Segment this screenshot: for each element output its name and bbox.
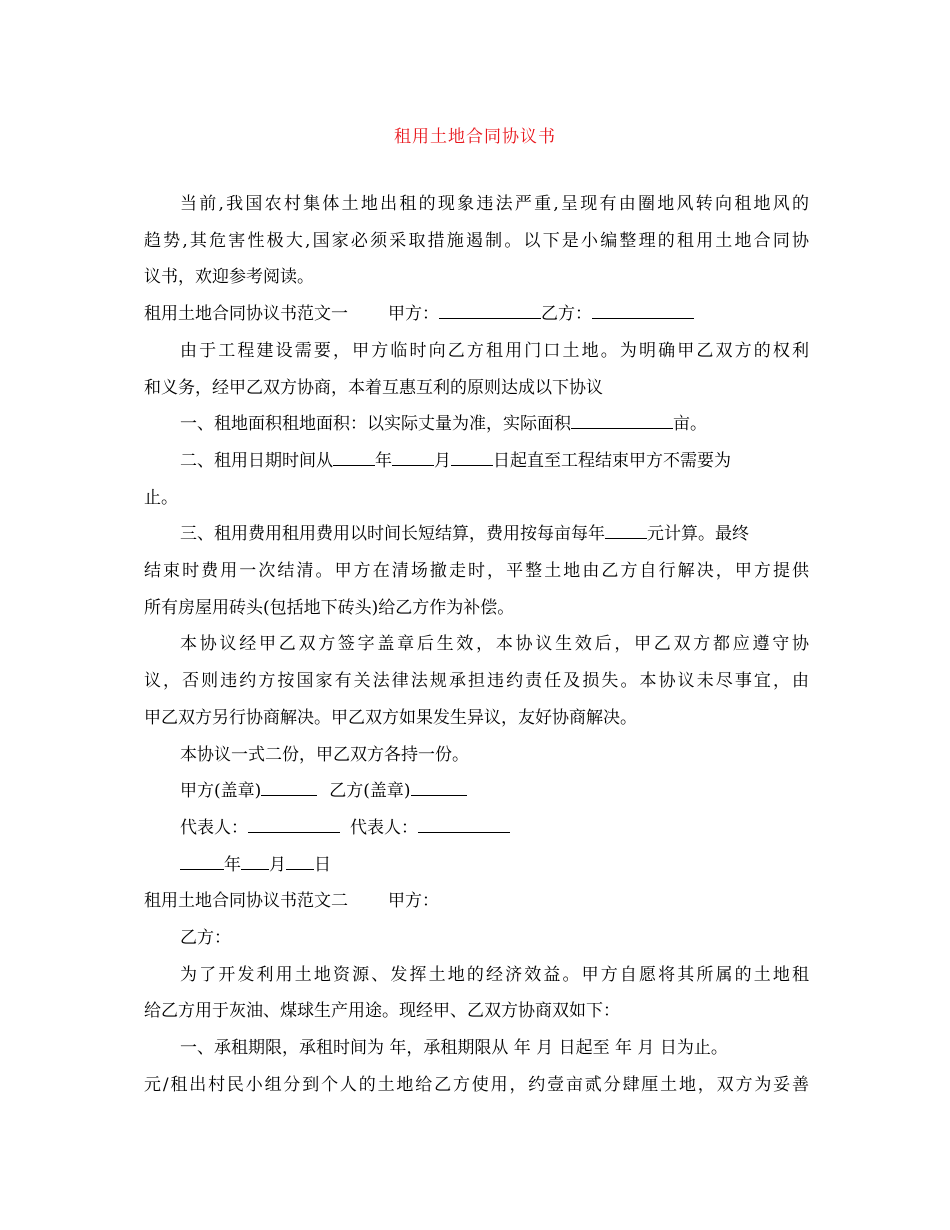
- item-1-text: 一、租地面积租地面积：以实际丈量为准，实际面积: [180, 414, 571, 435]
- item-2-year: 年: [375, 450, 392, 471]
- blank-line: [248, 831, 340, 833]
- blank-line: [451, 464, 493, 466]
- sample1-p2-line-2: 议，否则违约方按国家有关法律法规承担违约责任及损失。本协议未尽事宜，由: [144, 671, 809, 692]
- item-2-month: 月: [434, 450, 451, 471]
- sample1-item-3: [144, 516, 809, 553]
- date-year: 年: [224, 854, 241, 875]
- intro-line-3: 议书，欢迎参考阅读。: [144, 267, 314, 288]
- sample2-p1-line-1: 为了开发利用土地资源、发挥土地的经济效益。甲方自愿将其所属的土地租: [180, 964, 809, 985]
- sample2-party-b: 乙方：: [180, 928, 231, 949]
- sample2-heading: 租用土地合同协议书范文二: [144, 891, 348, 912]
- sample1-seal-line: [144, 773, 809, 810]
- date-day: 日: [314, 854, 331, 875]
- blank-line: [605, 537, 647, 539]
- item-2-text-end: 日起直至工程结束甲方不需要为: [493, 450, 731, 471]
- item-3-text: 三、租用费用租用费用以时间长短结算，费用按每亩每年: [180, 524, 605, 545]
- seal-party-a: 甲方(盖章): [180, 781, 262, 802]
- sample1-heading-line: [144, 296, 809, 333]
- date-month: 月: [269, 854, 286, 875]
- blank-line: [571, 427, 673, 429]
- item-2-text: 二、租用日期时间从: [180, 450, 333, 471]
- document-body: [144, 186, 809, 1104]
- item-3-text-end: 元计算。最终: [647, 524, 749, 545]
- blank-line: [333, 464, 375, 466]
- blank-line: [592, 317, 694, 319]
- sample2-item-2: 元/租出村民小组分到个人的土地给乙方使用，约壹亩贰分肆厘土地，双方为妥善: [144, 1074, 809, 1095]
- rep-party-a: 代表人：: [180, 817, 248, 838]
- blank-line: [286, 868, 314, 870]
- sample1-item-1: [144, 406, 809, 443]
- sample1-p1-line-1: 由于工程建设需要，甲方临时向乙方租用门口土地。为明确甲乙双方的权利: [180, 340, 809, 361]
- sample1-p2-line-3: 甲乙双方另行协商解决。甲乙双方如果发生异议，友好协商解决。: [144, 707, 637, 728]
- blank-line: [261, 794, 317, 796]
- blank-line: [180, 868, 224, 870]
- seal-party-b: 乙方(盖章): [329, 781, 411, 802]
- intro-line-1: 当前,我国农村集体土地出租的现象违法严重,呈现有由圈地风转向租地风的: [180, 194, 809, 214]
- document-title: 租用土地合同协议书: [394, 127, 556, 147]
- sample1-item-2: [144, 443, 809, 480]
- sample2-party-a: 甲方：: [388, 891, 439, 912]
- sample1-item-3-line-3: 所有房屋用砖头(包括地下砖头)给乙方作为补偿。: [144, 597, 515, 618]
- sample1-item-2-line-2: 止。: [144, 487, 178, 508]
- blank-line: [241, 868, 269, 870]
- sample2-p1-line-2: 给乙方用于灰油、煤球生产用途。现经甲、乙双方协商双如下：: [144, 1001, 620, 1022]
- sample1-party-a: 甲方：: [388, 304, 439, 325]
- sample1-copies: 本协议一式二份，甲乙双方各持一份。: [180, 744, 469, 765]
- rep-party-b: 代表人：: [350, 817, 418, 838]
- blank-line: [411, 794, 467, 796]
- sample1-date-line: [144, 847, 809, 884]
- sample1-heading: 租用土地合同协议书范文一: [144, 304, 348, 325]
- intro-line-2: 趋势,其危害性极大,国家必须采取措施遏制。以下是小编整理的租用土地合同协: [144, 230, 809, 251]
- sample1-party-b: 乙方：: [541, 304, 592, 325]
- blank-line: [418, 831, 510, 833]
- blank-line: [392, 464, 434, 466]
- blank-line: [439, 317, 541, 319]
- sample1-p1-line-2: 和义务，经甲乙双方协商，本着互惠互利的原则达成以下协议: [144, 377, 603, 398]
- item-1-unit: 亩。: [673, 414, 707, 435]
- sample1-item-3-line-2: 结束时费用一次结清。甲方在清场撤走时，平整土地由乙方自行解决，甲方提供: [144, 561, 809, 582]
- sample2-heading-line: [144, 883, 809, 920]
- sample1-rep-line: [144, 810, 809, 847]
- sample1-p2-line-1: 本协议经甲乙双方签字盖章后生效，本协议生效后，甲乙双方都应遵守协: [180, 634, 809, 655]
- sample2-item-1: 一、承租期限，承租时间为 年，承租期限从 年 月 日起至 年 月 日为止。: [180, 1038, 728, 1059]
